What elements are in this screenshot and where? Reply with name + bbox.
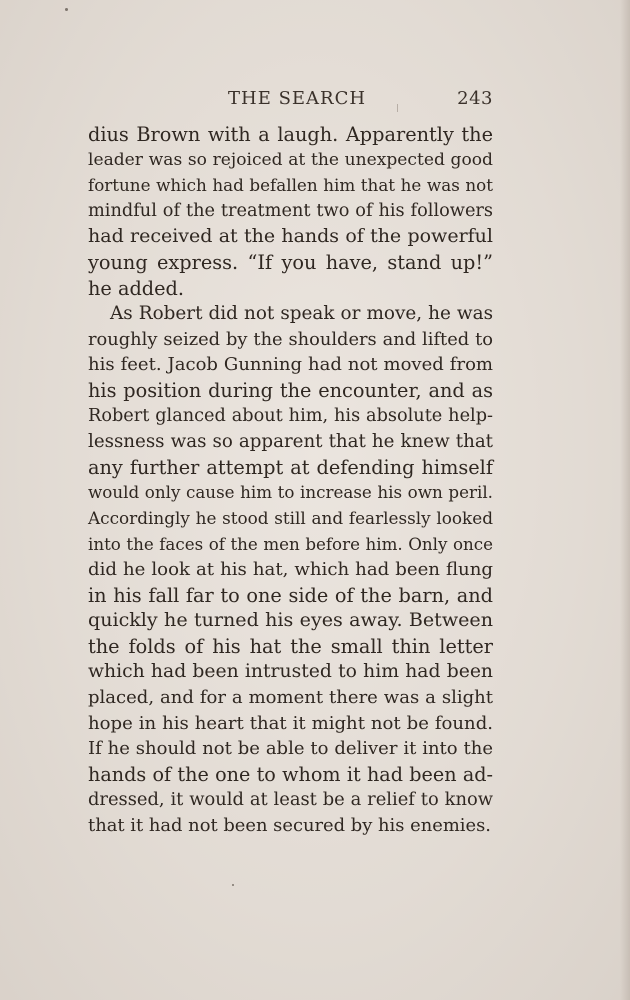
text-line: If he should not be able to deliver it into the bbox=[88, 738, 493, 760]
text-line: his position during the encounter, and as bbox=[88, 378, 493, 402]
paper-speck bbox=[65, 8, 68, 11]
body-text bbox=[88, 122, 493, 839]
text-line: any further attempt at defending himself bbox=[88, 455, 493, 479]
text-line: his feet. Jacob Gunning had not moved from bbox=[88, 354, 493, 376]
text-line: hands of the one to whom it had been ad- bbox=[88, 762, 493, 786]
text-line: quickly he turned his eyes away. Between bbox=[88, 609, 493, 632]
text-line: lessness was so apparent that he knew that bbox=[88, 431, 493, 453]
text-line: into the faces of the men before him. Only once bbox=[88, 533, 493, 554]
text-line: Accordingly he stood still and fearlessly looked bbox=[88, 507, 493, 528]
running-head bbox=[88, 88, 493, 114]
text-line: he added. bbox=[88, 276, 185, 300]
text-line: had received at the hands of the powerful bbox=[88, 225, 493, 248]
text-line: dius Brown with a laugh. Apparently the bbox=[88, 123, 493, 146]
running-title: THE SEARCH bbox=[228, 88, 367, 109]
text-line: which had been intrusted to him had been bbox=[88, 661, 493, 683]
text-line: roughly seized by the shoulders and lifted to bbox=[88, 328, 493, 350]
page-edge-shadow bbox=[620, 0, 630, 1000]
text-line: As Robert did not speak or move, he was bbox=[110, 303, 493, 325]
text-line: that it had not been secured by his enemies. bbox=[88, 815, 491, 837]
text-line: mindful of the treatment two of his followers bbox=[88, 200, 493, 221]
text-line: fortune which had befallen him that he was not bbox=[88, 175, 493, 196]
text-line: the folds of his hat the small thin letter bbox=[88, 634, 493, 658]
text-line: dressed, it would at least be a relief to know bbox=[88, 789, 493, 811]
text-line: young express. “If you have, stand up!” bbox=[88, 250, 493, 274]
text-line: Robert glanced about him, his absolute help- bbox=[88, 405, 493, 426]
page-number: 243 bbox=[457, 88, 493, 109]
paper-speck bbox=[232, 884, 234, 886]
text-line: did he look at his hat, which had been flung bbox=[88, 559, 493, 581]
text-line: in his fall far to one side of the barn, and bbox=[88, 583, 493, 607]
text-line: leader was so rejoiced at the unexpected good bbox=[88, 149, 493, 170]
text-line: would only cause him to increase his own peril. bbox=[88, 482, 493, 503]
text-line: hope in his heart that it might not be found. bbox=[88, 712, 493, 734]
text-line: placed, and for a moment there was a slight bbox=[88, 687, 493, 709]
